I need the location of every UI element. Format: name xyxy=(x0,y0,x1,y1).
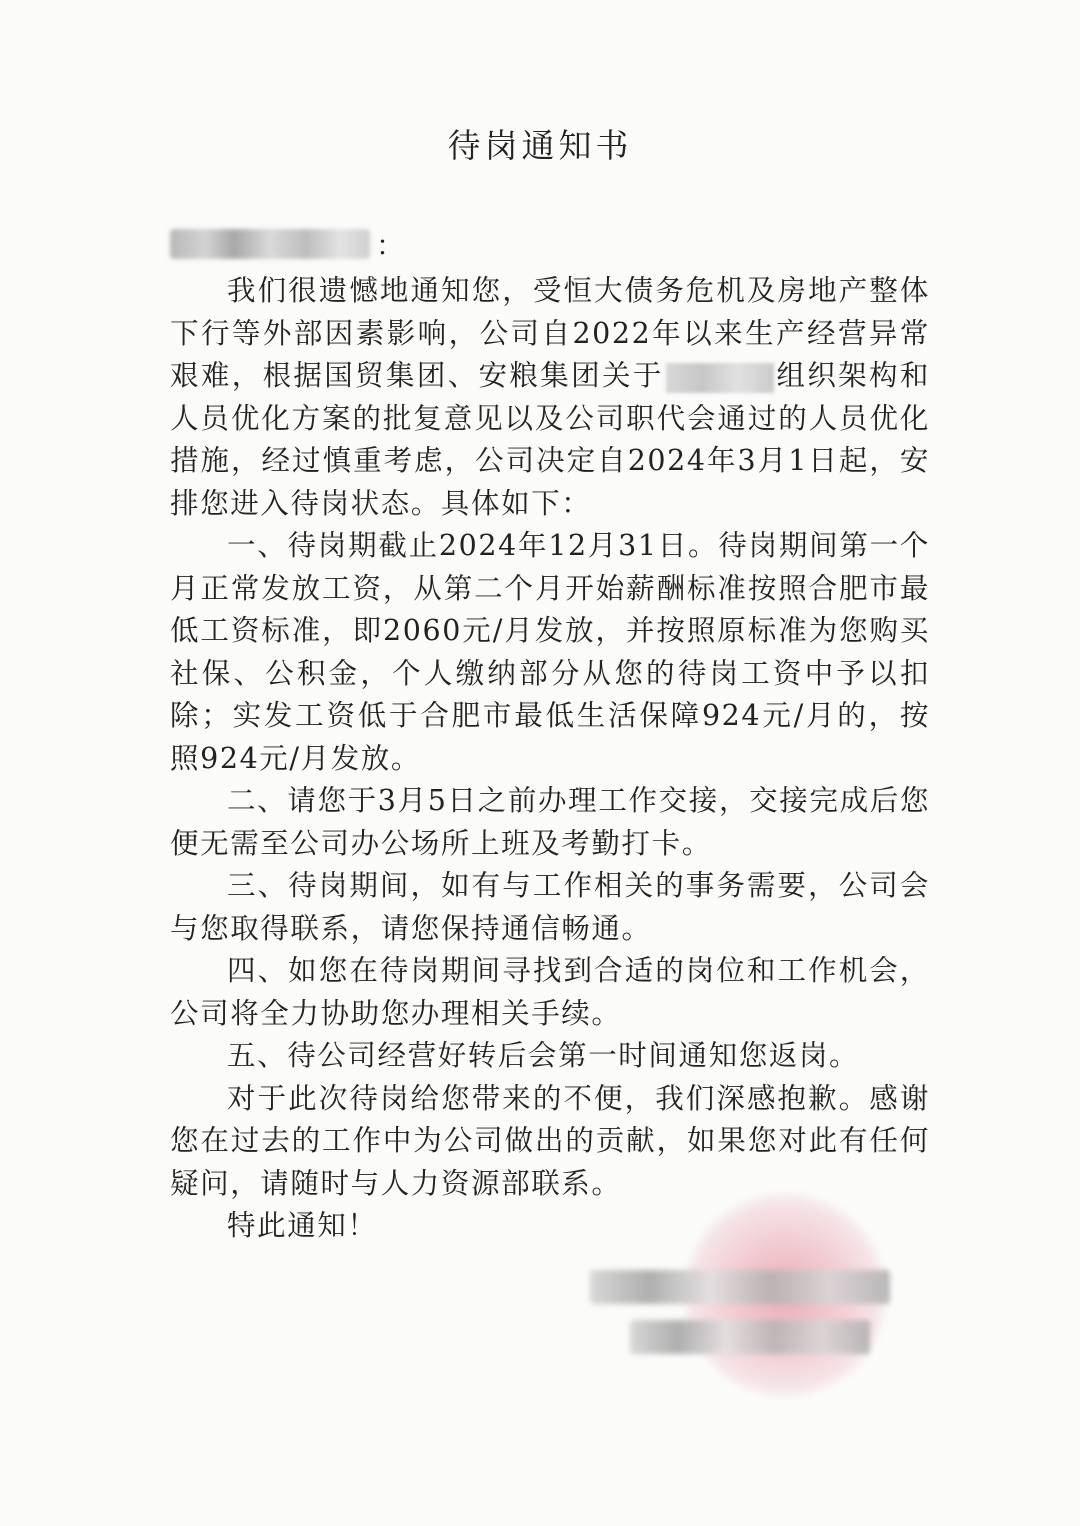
redacted-date xyxy=(630,1320,870,1354)
intro-text-part2: 组织架构和人员优化方案的批复意见以及公司职代会通过的人员优化措施，经过慎重考虑，公司决定自2024年3月1日起，安排您进入待岗状态。具体如下： xyxy=(170,359,930,520)
redacted-company-signature xyxy=(590,1270,890,1304)
paragraph-item-2: 二、请您于3月5日之前办理工作交接，交接完成后您便无需至公司办公场所上班及考勤打卡。 xyxy=(170,784,930,860)
signature-area xyxy=(590,1195,890,1410)
paragraph-notice: 特此通知！ xyxy=(227,1209,378,1242)
intro-text-part1: 我们很遗憾地通知您，受恒大债务危机及房地产整体下行等外部因素影响，公司自2022年以来生产经营异常艰难，根据国贸集团、安粮集团关于 xyxy=(170,274,930,392)
document-title: 待岗通知书 xyxy=(447,126,633,165)
paragraph-item-1: 一、待岗期截止2024年12月31日。待岗期间第一个月正常发放工资，从第二个月开始薪酬标准按照合肥市最低工资标准，即2060元/月发放，并按照原标准为您购买社保、公积金，个人缴纳部分从您的待岗工资中予以扣除；实发工资低于合肥市最低生活保障924元/月的，按照924元/月发放。 xyxy=(170,529,930,775)
paragraph-intro xyxy=(170,270,930,525)
paragraph-item-3: 三、待岗期间，如有与工作相关的事务需要，公司会与您取得联系，请您保持通信畅通。 xyxy=(170,869,930,945)
paragraph-item-4: 四、如您在待岗期间寻找到合适的岗位和工作机会，公司将全力协助您办理相关手续。 xyxy=(170,954,930,1030)
paragraph-item-5: 五、待公司经营好转后会第一时间通知您返岗。 xyxy=(227,1039,860,1072)
document-body xyxy=(170,270,930,1248)
salutation xyxy=(170,225,404,263)
paragraph-closing: 对于此次待岗给您带来的不便，我们深感抱歉。感谢您在过去的工作中为公司做出的贡献，如果您对此有任何疑问，请随时与人力资源部联系。 xyxy=(170,1081,930,1200)
redacted-recipient-name xyxy=(170,229,370,259)
redacted-company-name xyxy=(666,363,774,393)
salutation-colon: ： xyxy=(376,229,405,262)
